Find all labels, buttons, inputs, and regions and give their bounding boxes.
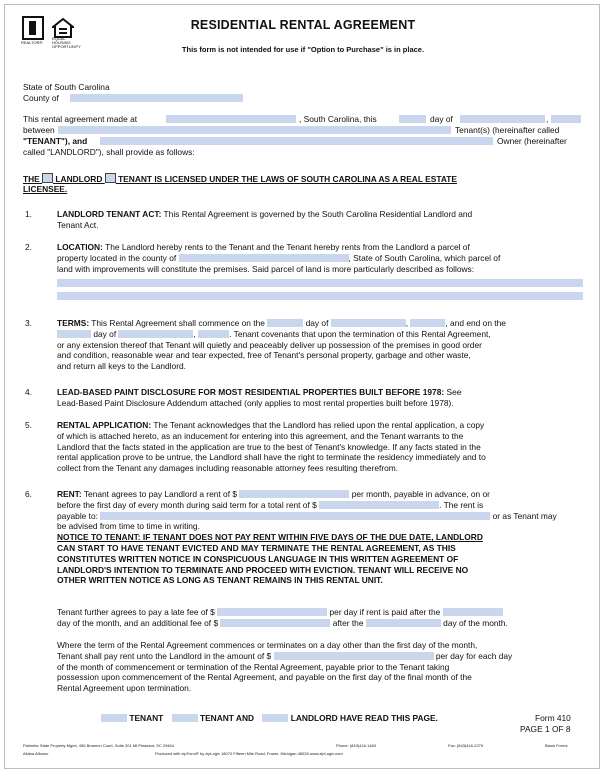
total-rent-field[interactable]: [319, 501, 439, 509]
landlord-initials-field[interactable]: [262, 714, 288, 722]
s3-text1d: , and end on the: [445, 318, 506, 328]
s3-text2b: ,: [193, 328, 196, 339]
s4-text1: See: [444, 387, 462, 397]
sc-this-label: , South Carolina, this: [299, 114, 377, 124]
tenant-name-field[interactable]: [58, 126, 451, 134]
s3-text1c: ,: [405, 318, 409, 328]
s6-text3a: payable to:: [57, 510, 98, 521]
owner-name-field[interactable]: [100, 137, 493, 145]
day-of-label: day of: [430, 114, 453, 124]
notice-line-4: LANDLORD'S INTENTION TO TERMINATE AND PROCEED WITH EVICTION. TENANT WILL RECEIVE NO: [57, 564, 469, 575]
prorate-text-1: Where the term of the Rental Agreement commences or terminates on a day other than the first day of the month,: [57, 640, 478, 650]
month-field[interactable]: [460, 115, 545, 123]
form-number: Form 410: [535, 713, 571, 723]
s1-text1: This Rental Agreement is governed by the South Carolina Residential Landlord and: [161, 209, 473, 219]
s1-heading: LANDLORD TENANT ACT:: [57, 209, 162, 219]
notice-line-2: CAN START TO HAVE TENANT EVICTED AND MAY TERMINATE THE RENTAL AGREEMENT, AS THIS: [57, 542, 456, 553]
end-month-field[interactable]: [118, 328, 196, 339]
state-label: State of South Carolina: [23, 82, 110, 92]
s2-text2a: property located in the county of: [57, 252, 177, 263]
s3-text2c: . Tenant covenants that upon the termination of this Rental Agreement,: [229, 328, 491, 339]
s3-text4: and condition, reasonable wear and tear expected, free of Tenant's personal property, garbage and other waste,: [57, 350, 471, 361]
s3-heading: TERMS:: [57, 318, 90, 328]
s4-number: 4.: [25, 387, 32, 397]
footer-phone: Phone: (843)416-1463: [336, 743, 377, 748]
s6-body: [57, 489, 583, 586]
late-fee-text-b: per day if rent is paid after the: [329, 607, 441, 617]
description-field-1[interactable]: [57, 279, 583, 287]
late-after-day-field[interactable]: [443, 608, 503, 616]
s2-text3: land with improvements will constitute the premises. Said parcel of land is more particularly described as follows:: [57, 263, 475, 274]
s6-heading: RENT:: [57, 489, 82, 499]
s6-text1b: per month, payable in advance, on or: [351, 489, 490, 499]
s3-text3: or any extension thereof that Tenant will quietly and peaceably deliver up possession of the premises in good order: [57, 339, 482, 350]
late-fee-text-a: Tenant further agrees to pay a late fee of $: [57, 607, 215, 617]
s2-body: [57, 242, 583, 274]
s5-text3: Landlord that the facts stated in the application are true to the best of Tenant's knowledge. If any facts stated in the: [57, 441, 481, 452]
prorate-amount-field[interactable]: [274, 652, 434, 660]
day-field[interactable]: [399, 115, 426, 123]
county-location-field[interactable]: [179, 254, 349, 262]
s5-text5: collect from the Tenant any damages including reasonable attorney fees resulting therefrom.: [57, 463, 399, 474]
s2-text1: The Landlord hereby rents to the Tenant and the Tenant hereby rents from the Landlord a parcel of: [102, 242, 470, 252]
prorate-text-2a: Tenant shall pay rent unto the Landlord in the amount of $: [57, 650, 272, 661]
called-landlord-label: called "LANDLORD"), shall provide as follows:: [23, 147, 195, 157]
page-title: RESIDENTIAL RENTAL AGREEMENT: [190, 18, 416, 32]
s6-text1a: Tenant agrees to pay Landlord a rent of $: [81, 489, 238, 499]
made-at-label: This rental agreement made at: [23, 114, 138, 124]
s1-number: 1.: [25, 209, 32, 219]
addl-fee-text-a: day of the month, and an additional fee of $: [57, 617, 219, 628]
end-day-field[interactable]: [57, 330, 91, 338]
landlord-checkbox[interactable]: [42, 173, 53, 183]
s6-number: 6.: [25, 489, 32, 499]
description-field-2[interactable]: [57, 292, 583, 300]
s1-text2: Tenant Act.: [57, 219, 99, 230]
s4-heading: LEAD-BASED PAINT DISCLOSURE FOR MOST RESIDENTIAL PROPERTIES BUILT BEFORE 1978:: [57, 387, 445, 397]
tenant-checkbox[interactable]: [105, 173, 116, 183]
end-year-field[interactable]: [198, 330, 229, 338]
tenant-and-label: "TENANT"), and: [23, 136, 88, 146]
s2-heading: LOCATION:: [57, 242, 103, 252]
start-year-field[interactable]: [410, 319, 445, 327]
payable-to-field[interactable]: [100, 512, 490, 520]
licensee-landlord: LANDLORD: [55, 174, 103, 184]
prorate-text-2b: per day for each day: [435, 650, 513, 661]
tenant1-initials-field[interactable]: [101, 714, 127, 722]
s3-text1b: day of: [305, 318, 329, 328]
county-field[interactable]: [70, 94, 243, 102]
prorate-text-4: possession upon commencement of the Rental Agreement, and payable on the first day of the final month of the: [57, 672, 472, 683]
s5-body: [57, 420, 583, 474]
footer-produced: Produced with zipForm® by zipLogix 18070 Fifteen Mile Road, Fraser, Michigan 48026 www.zipLogix.com: [155, 751, 343, 756]
s1-body: [57, 209, 583, 231]
prorate-text-5: Rental Agreement upon termination.: [57, 683, 192, 694]
footer-fax: Fax: (843)416-2279: [448, 743, 484, 748]
licensee-end: LICENSEE.: [23, 184, 68, 194]
licensee-text: TENANT IS LICENSED UNDER THE LAWS OF SOUTH CAROLINA AS A REAL ESTATE: [118, 174, 457, 184]
initials-tenant2: TENANT AND: [199, 713, 255, 723]
s3-text2a: day of: [93, 328, 117, 339]
tenant-hereinafter-label: Tenant(s) (hereinafter called: [455, 125, 560, 135]
licensee-the: THE: [23, 174, 40, 184]
footer-office: Palmetto State Property Mgmt, 496 Brannon Court, Suite 201 Mt Pleasant, SC 29464: [23, 743, 174, 748]
initials-landlord: LANDLORD HAVE READ THIS PAGE.: [290, 713, 438, 723]
initials-line: [101, 713, 438, 724]
s2-number: 2.: [25, 242, 32, 252]
s3-text5: and return all keys to the Landlord.: [57, 361, 186, 372]
notice-line-1: NOTICE TO TENANT: IF TENANT DOES NOT PAY RENT WITHIN FIVE DAYS OF THE DUE DATE, LANDLORD: [57, 532, 483, 543]
start-month-field[interactable]: [331, 318, 409, 328]
initials-tenant1: TENANT: [129, 713, 164, 723]
subtitle: This form is not intended for use if "Option to Purchase" is in place.: [181, 45, 425, 54]
county-label: County of: [23, 93, 59, 103]
rent-amount-field[interactable]: [239, 490, 349, 498]
s4-body: [57, 387, 583, 409]
made-at-field[interactable]: [166, 115, 296, 123]
addl-fee-text-b: after the: [332, 617, 364, 628]
s6-text2a: before the first day of every month during said term for a total rent of $: [57, 499, 317, 510]
s3-body: [57, 318, 583, 372]
addl-fee-text-c: day of the month.: [443, 617, 508, 628]
year-field[interactable]: [551, 115, 581, 123]
s2-text2b: , State of South Carolina, which parcel of: [348, 252, 501, 263]
s5-heading: RENTAL APPLICATION:: [57, 420, 152, 430]
s3-number: 3.: [25, 318, 32, 328]
page-number: PAGE 1 OF 8: [520, 724, 571, 734]
between-label: between: [23, 125, 55, 135]
s5-text4: rental application prove to be untrue, the Landlord shall have the right to terminate the residency immediately and to: [57, 452, 486, 463]
realtor-mark: REALTOR®: [21, 40, 43, 45]
s3-text1a: This Rental Agreement shall commence on the: [89, 318, 265, 328]
s4-text2: Lead-Based Paint Disclosure Addendum attached (only applies to most rental properties built before 1978).: [57, 397, 454, 408]
s6-text3b: or as Tenant may: [492, 510, 557, 521]
tenant2-initials-field[interactable]: [172, 714, 198, 722]
notice-line-5: OTHER WRITTEN NOTICE AS LONG AS TENANT REMAINS IN THIS RENTAL UNIT.: [57, 575, 383, 586]
s5-text1: The Tenant acknowledges that the Landlord has relied upon the rental application, a copy: [151, 420, 485, 430]
owner-hereinafter-label: Owner (hereinafter: [497, 136, 567, 146]
addl-after-day-field[interactable]: [366, 619, 441, 627]
late-fee-field[interactable]: [217, 608, 327, 616]
comma-label: ,: [546, 114, 549, 124]
late-fee-block: [57, 607, 583, 629]
s6-text2b: . The rent is: [439, 499, 484, 510]
notice-line-3: CONSTITUTES WRITTEN NOTICE IN CONSPICUOUS LANGUAGE IN THIS WRITTEN AGREEMENT OF: [57, 553, 459, 564]
s5-text2: of which is attached hereto, as an inducement for entering into this agreement, and the Tenant warrants to the: [57, 430, 464, 441]
equal-housing-text: EQUAL HOUSING OPPORTUNITY: [52, 36, 81, 49]
addl-fee-field[interactable]: [220, 619, 330, 627]
footer-agent: Aliaha Alfonso: [23, 751, 49, 756]
prorate-text-3: of the month of commencement or termination of the Rental Agreement, payable prior to the Tenant taking: [57, 661, 450, 672]
footer-blank-forms: Blank Forms: [545, 743, 568, 748]
s5-number: 5.: [25, 420, 32, 430]
s6-text4: be advised from time to time in writing.: [57, 521, 200, 532]
prorate-block: [57, 640, 583, 694]
licensee-line: [23, 173, 457, 185]
start-day-field[interactable]: [267, 319, 303, 327]
